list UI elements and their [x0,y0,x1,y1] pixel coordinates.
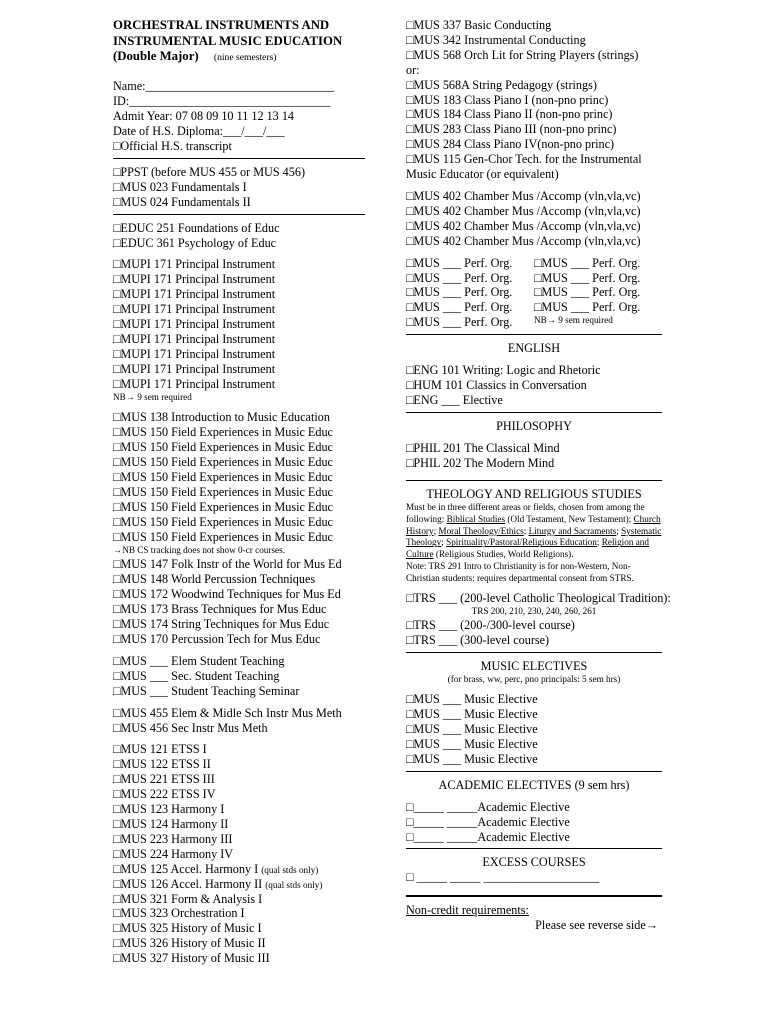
course-label: MUPI 171 Principal Instrument [120,331,276,346]
course-label: MUS ___ Music Elective [413,722,538,737]
excess-course-field[interactable]: □ _____ _____ ___________________ [406,870,600,885]
course-checkbox[interactable]: □MUS 402 Chamber Mus /Accomp (vln,vla,vc) [406,203,641,218]
course-label: MUPI 171 Principal Instrument [120,302,276,317]
course-checkbox[interactable]: □MUS 455 Elem & Midle Sch Instr Mus Meth [113,705,342,720]
course-checkbox[interactable]: □MUS ___ Music Elective [406,707,538,722]
course-label: MUS 024 Fundamentals II [120,194,251,209]
course-label: MUS ___ Perf. Org. [541,270,641,285]
course-checkbox[interactable]: □MUS 173 Brass Techniques for Mus Educ [113,602,327,617]
course-label: MUS 283 Class Piano III (non-pno princ) [413,122,617,137]
course-label: MUS 284 Class Piano IV(non-pno princ) [413,137,615,152]
course-checkbox[interactable]: □_____ _____Academic Elective [406,829,570,844]
course-checkbox[interactable]: □MUS 321 Form & Analysis I [113,891,263,906]
music-electives-sub: (for brass, ww, perc, pno principals: 5 sem hrs) [447,673,621,684]
course-label: MUS 150 Field Experiences in Music Educ [120,469,333,484]
course-checkbox[interactable]: □MUS 174 String Techniques for Mus Educ [113,617,330,632]
course-checkbox[interactable]: □MUS ___ Music Elective [406,722,538,737]
course-label: MUS ___ Perf. Org. [413,315,513,330]
course-label: MUS 402 Chamber Mus /Accomp (vln,vla,vc) [413,188,641,203]
theology-area: Spirituality/Pastoral/Religious Education [446,537,597,548]
course-checkbox[interactable]: □MUS 283 Class Piano III (non-pno princ) [406,122,617,137]
course-label: MUS 402 Chamber Mus /Accomp (vln,vla,vc) [413,203,641,218]
course-label: MUPI 171 Principal Instrument [120,317,276,332]
course-checkbox[interactable]: □MUS 402 Chamber Mus /Accomp (vln,vla,vc) [406,218,641,233]
or-label: or: [406,62,420,77]
academic-electives-group [406,800,662,845]
course-label: MUS 222 ETSS IV [120,787,216,802]
course-checkbox[interactable]: □MUPI 171 Principal Instrument [113,302,276,317]
left-group-theory [113,742,365,861]
course-checkbox[interactable]: □HUM 101 Classics in Conversation [406,377,587,392]
course-label: MUS 172 Woodwind Techniques for Mus Ed [120,587,341,602]
course-label: _____ _____Academic Elective [413,829,570,844]
course-checkbox[interactable]: □MUS 568 Orch Lit for String Players (strings) [406,47,639,62]
course-label: MUS 342 Instrumental Conducting [413,32,586,47]
course-checkbox[interactable]: □MUS 342 Instrumental Conducting [406,32,586,47]
course-checkbox[interactable]: □MUPI 171 Principal Instrument [113,317,276,332]
course-label: MUS ___ Perf. Org. [413,285,513,300]
divider [406,480,662,481]
course-label: ENG 101 Writing: Logic and Rhetoric [413,363,601,378]
course-label: HUM 101 Classics in Conversation [413,377,587,392]
left-group-student-teaching [113,654,365,699]
course-checkbox[interactable]: □MUPI 171 Principal Instrument [113,257,276,272]
theology-area: Systematic Theology [406,525,662,548]
course-label: MUS ___ Perf. Org. [413,270,513,285]
course-checkbox[interactable]: □MUS 147 Folk Instr of the World for Mus Ed [113,557,342,572]
admit-year-field[interactable]: Admit Year: 07 08 09 10 11 12 13 14 [113,109,295,124]
course-label: _____ _____Academic Elective [413,814,570,829]
course-checkbox[interactable]: □MUS ___ Music Elective [406,692,538,707]
course-label: MUS ___ Perf. Org. [413,300,513,315]
perf-org-grid [406,256,662,331]
course-label: MUS 170 Percussion Tech for Mus Educ [120,632,321,646]
title-line2: INSTRUMENTAL MUSIC EDUCATION [113,33,343,48]
course-checkbox[interactable]: □MUS ___ Perf. Org. [406,255,513,270]
course-checkbox[interactable]: □MUS ___ Perf. Org. [534,270,641,285]
course-checkbox[interactable]: □_____ _____Academic Elective [406,814,570,829]
academic-electives-heading: ACADEMIC ELECTIVES (9 sem hrs) [438,777,630,792]
left-group-methods [113,706,365,736]
theology-area: Liturgy and Sacraments [528,525,617,536]
course-label: MUS 122 ETSS II [120,757,211,772]
course-checkbox[interactable]: □MUPI 171 Principal Instrument [113,361,276,376]
trs-sub: TRS 200, 210, 230, 240, 260, 261 [471,606,597,617]
course-checkbox[interactable]: □MUS 284 Class Piano IV(non-pno princ) [406,137,615,152]
theology-area: Biblical Studies [446,514,506,525]
course-checkbox[interactable]: □MUS 150 Field Experiences in Music Educ [113,514,333,529]
divider [406,412,662,413]
course-label: MUPI 171 Principal Instrument [120,287,276,302]
reverse-side-note: Please see reverse side→ [535,918,658,933]
trs-checkbox[interactable]: □TRS ___ (200-/300-level course) [406,617,575,632]
theology-area: Church History [406,514,661,536]
course-label: MUS 150 Field Experiences in Music Educ [120,484,333,499]
course-checkbox[interactable]: □EDUC 251 Foundations of Educ [113,220,280,235]
course-label: ENG ___ Elective [413,392,503,407]
course-label: MUS 223 Harmony III [120,831,233,846]
title-line1: ORCHESTRAL INSTRUMENTS AND [113,18,330,32]
course-label: MUS ___ Music Elective [413,737,538,752]
mus115-continuation: Music Educator (or equivalent) [406,167,559,182]
course-label: MUS ___ Elem Student Teaching [120,653,285,668]
course-checkbox[interactable]: □MUPI 171 Principal Instrument [113,376,276,391]
course-checkbox[interactable]: □MUS 023 Fundamentals I [113,179,247,194]
left-column [113,18,365,966]
major-label: (Double Major) [113,49,199,63]
course-checkbox[interactable]: □MUS 150 Field Experiences in Music Educ [113,469,333,484]
course-label: MUS ___ Perf. Org. [541,255,641,270]
course-label: MUS 148 World Percussion Techniques [120,572,316,587]
course-label: MUS 150 Field Experiences in Music Educ [120,455,333,470]
course-label: MUS 123 Harmony I [120,802,225,817]
english-heading: ENGLISH [507,341,561,356]
course-label: MUS 327 History of Music III [120,951,270,966]
left-group-prereq [113,165,365,210]
course-label: MUS 224 Harmony IV [120,846,234,861]
course-checkbox[interactable]: □MUS ___ Perf. Org. [406,300,513,315]
course-checkbox[interactable]: □MUS 138 Introduction to Music Education [113,410,330,425]
course-checkbox[interactable]: □MUS 170 Percussion Tech for Mus Educ [113,632,321,646]
id-field[interactable]: ID:_________________________________ [113,94,331,109]
course-label: MUS 150 Field Experiences in Music Educ [120,499,333,514]
course-checkbox[interactable]: □MUS 456 Sec Instr Mus Meth [113,720,268,735]
course-label: _____ _____Academic Elective [413,799,570,814]
course-checkbox[interactable]: □MUS 126 Accel. Harmony II (qual stds only) [113,876,323,891]
course-checkbox[interactable]: □MUS 337 Basic Conducting [406,18,552,32]
course-label: MUS ___ Sec. Student Teaching [120,668,280,683]
course-label: MUS 173 Brass Techniques for Mus Educ [120,602,327,617]
course-label: MUS ___ Perf. Org. [413,255,513,270]
course-checkbox[interactable]: □MUS 148 World Percussion Techniques [113,572,316,587]
course-checkbox[interactable]: □MUS 122 ETSS II [113,757,211,772]
course-checkbox[interactable]: □MUS 150 Field Experiences in Music Educ [113,425,333,440]
course-checkbox[interactable]: □PHIL 201 The Classical Mind [406,440,560,455]
course-label: MUS 326 History of Music II [120,936,266,951]
course-checkbox[interactable]: □MUS ___ Student Teaching Seminar [113,683,300,698]
course-checkbox[interactable]: □ENG ___ Elective [406,392,503,407]
noncredit-label: Non-credit requirements: [406,903,529,918]
left-group-history [113,892,365,967]
course-checkbox[interactable]: □MUS 327 History of Music III [113,951,270,966]
course-label: MUS 023 Fundamentals I [120,179,247,194]
course-label: EDUC 361 Psychology of Educ [120,235,277,250]
course-label: MUS 115 Gen-Chor Tech. for the Instrumental [413,152,642,167]
course-label: MUS 184 Class Piano II (non-pno princ) [413,107,613,122]
course-checkbox[interactable]: □MUS 150 Field Experiences in Music Educ [113,440,333,455]
course-label: PHIL 201 The Classical Mind [413,440,560,455]
course-checkbox[interactable]: □MUS 150 Field Experiences in Music Educ [113,484,333,499]
divider [406,895,662,897]
divider [113,214,365,215]
course-checkbox[interactable]: □MUS 402 Chamber Mus /Accomp (vln,vla,vc) [406,188,641,203]
course-label: MUS 568A String Pedagogy (strings) [413,77,597,92]
theology-area: Moral Theology/Ethics [438,525,524,536]
left-group-mupi [113,257,365,391]
diploma-date-field[interactable]: Date of H.S. Diploma:___/___/___ [113,124,285,139]
course-label: MUS 150 Field Experiences in Music Educ [120,529,333,544]
english-group [406,363,662,408]
course-checkbox[interactable]: □MUS 183 Class Piano I (non-pno princ) [406,92,609,107]
course-label: MUS ___ Music Elective [413,692,538,707]
course-label: MUS 337 Basic Conducting [413,18,552,32]
course-checkbox[interactable]: □MUPI 171 Principal Instrument [113,287,276,302]
tracking-note: →NB CS tracking does not show 0-cr courses. [113,545,285,556]
trs-checkbox[interactable]: □TRS ___ (300-level course) [406,632,550,647]
course-checkbox[interactable]: □MUS ___ Perf. Org. [406,270,513,285]
course-checkbox[interactable]: □MUS 224 Harmony IV [113,846,234,861]
semesters-label: (nine semesters) [213,52,277,63]
course-label: MUS 183 Class Piano I (non-pno princ) [413,92,609,107]
course-checkbox[interactable]: □MUS 223 Harmony III [113,831,233,846]
course-checkbox[interactable]: □MUS ___ Music Elective [406,751,538,766]
course-checkbox[interactable]: □MUS 172 Woodwind Techniques for Mus Ed [113,587,341,602]
philosophy-heading: PHILOSOPHY [496,418,572,433]
course-label: MUPI 171 Principal Instrument [120,257,276,272]
course-label: MUS 138 Introduction to Music Education [120,410,330,425]
right-column [406,18,671,933]
theology-heading: THEOLOGY AND RELIGIOUS STUDIES [426,487,642,502]
course-label: EDUC 251 Foundations of Educ [120,220,280,235]
course-checkbox[interactable]: □MUS ___ Elem Student Teaching [113,653,285,668]
course-checkbox[interactable]: □MUS 402 Chamber Mus /Accomp (vln,vla,vc) [406,233,641,248]
perf-note: NB→ 9 sem required [534,315,613,326]
course-checkbox[interactable]: □ENG 101 Writing: Logic and Rhetoric [406,363,601,378]
music-electives-group [406,692,662,767]
course-label: MUS ___ Student Teaching Seminar [120,683,300,698]
course-label: MUS 321 Form & Analysis I [120,891,263,906]
perf-org-col1 [406,256,534,331]
left-group-mused [113,410,365,544]
course-checkbox[interactable]: □MUPI 171 Principal Instrument [113,272,276,287]
divider [406,652,662,653]
right-group-conducting [406,18,662,63]
course-label: PHIL 202 The Modern Mind [413,455,555,470]
course-label: MUPI 171 Principal Instrument [120,376,276,391]
course-checkbox[interactable]: □EDUC 361 Psychology of Educ [113,235,277,250]
course-checkbox[interactable]: □MUS ___ Music Elective [406,737,538,752]
excess-courses-heading: EXCESS COURSES [482,855,586,870]
course-checkbox[interactable]: □_____ _____Academic Elective [406,799,570,814]
course-checkbox[interactable]: □MUS 568A String Pedagogy (strings) [406,77,597,92]
course-checkbox[interactable]: □MUS 150 Field Experiences in Music Educ [113,499,333,514]
divider [406,334,662,335]
course-checkbox[interactable]: □MUS 150 Field Experiences in Music Educ [113,529,333,544]
mupi-note: NB→ 9 sem required [113,391,192,402]
course-label: MUS 124 Harmony II [120,816,229,831]
course-checkbox[interactable]: □MUS 123 Harmony I [113,802,225,817]
course-checkbox[interactable]: □MUS 125 Accel. Harmony I (qual stds only) [113,861,319,876]
course-label: MUS 568 Orch Lit for String Players (strings) [413,47,639,62]
course-label: MUS 174 String Techniques for Mus Educ [120,617,330,632]
course-checkbox[interactable]: □PHIL 202 The Modern Mind [406,455,555,470]
music-electives-heading: MUSIC ELECTIVES [480,658,588,673]
course-checkbox[interactable]: □MUS ___ Perf. Org. [534,255,641,270]
course-checkbox[interactable]: □MUS ___ Perf. Org. [406,285,513,300]
course-checkbox[interactable]: □MUS ___ Perf. Org. [534,300,641,315]
course-label: MUS 147 Folk Instr of the World for Mus Ed [120,557,342,572]
course-checkbox[interactable]: □MUPI 171 Principal Instrument [113,331,276,346]
theology-note: Must be in three different areas or fields, chosen from among the following: Biblical Studies (Old Testament, New Testament); Church History; Moral Theology/Ethics; Liturgy and Sacraments; Systematic Theology; Spirituality/Pastoral/Religious Education; Religion and Culture (Religious Studies, World Religions). [406,502,662,560]
course-label: MUS ___ Music Elective [413,751,538,766]
course-checkbox[interactable]: □MUS 184 Class Piano II (non-pno princ) [406,107,613,122]
course-checkbox[interactable]: □MUS ___ Perf. Org. [534,285,641,300]
transcript-label: Official H.S. transcript [120,139,232,154]
course-label: MUS 323 Orchestration I [120,906,245,921]
right-group-piano [406,78,662,167]
course-label: MUPI 171 Principal Instrument [120,272,276,287]
course-checkbox[interactable]: □MUS 323 Orchestration I [113,906,245,921]
course-checkbox[interactable]: □MUPI 171 Principal Instrument [113,346,276,361]
name-field[interactable]: Name:_______________________________ [113,79,335,94]
course-checkbox[interactable]: □MUS 150 Field Experiences in Music Educ [113,455,333,470]
course-label: MUPI 171 Principal Instrument [120,361,276,376]
course-label: MUS 325 History of Music I [120,921,262,936]
theology-area: Religion and Culture [406,537,649,560]
perf-org-col2 [534,256,662,331]
course-checkbox[interactable]: □MUS 121 ETSS I [113,742,207,757]
course-label: PPST (before MUS 455 or MUS 456) [120,164,306,179]
course-checkbox[interactable]: □MUS ___ Sec. Student Teaching [113,668,280,683]
course-label: MUS 402 Chamber Mus /Accomp (vln,vla,vc) [413,233,641,248]
course-label: MUS 150 Field Experiences in Music Educ [120,514,333,529]
course-checkbox[interactable]: □MUS 024 Fundamentals II [113,194,251,209]
course-checkbox[interactable]: □MUS 326 History of Music II [113,936,266,951]
philosophy-group [406,441,662,471]
course-label: MUS 456 Sec Instr Mus Meth [120,720,268,735]
transcript-checkbox[interactable]: □Official H.S. transcript [113,139,232,154]
course-label: MUS 150 Field Experiences in Music Educ [120,425,333,440]
left-group-educ [113,221,365,251]
course-label: MUS ___ Perf. Org. [541,300,641,315]
course-checkbox[interactable]: □PPST (before MUS 455 or MUS 456) [113,164,306,179]
course-label: MUS ___ Music Elective [413,707,538,722]
trs-checkbox[interactable]: □TRS ___ (200-level Catholic Theological Tradition): [406,591,671,606]
course-checkbox[interactable]: □MUS ___ Perf. Org. [406,315,513,330]
course-label: MUS 221 ETSS III [120,772,215,787]
divider [406,848,662,849]
left-group-techniques [113,557,365,646]
course-label: MUS 150 Field Experiences in Music Educ [120,440,333,455]
course-label: MUPI 171 Principal Instrument [120,346,276,361]
course-label: MUS 121 ETSS I [120,742,207,757]
course-checkbox[interactable]: □MUS 124 Harmony II [113,816,229,831]
course-checkbox[interactable]: □MUS 115 Gen-Chor Tech. for the Instrumental [406,152,642,167]
theology-note2: Note: TRS 291 Intro to Christianity is for non-Western, Non-Christian students: requires departmental consent from STRS. [406,560,634,583]
course-checkbox[interactable]: □MUS 222 ETSS IV [113,787,216,802]
course-label: MUS ___ Perf. Org. [541,285,641,300]
course-checkbox[interactable]: □MUS 325 History of Music I [113,921,262,936]
course-label: MUS 455 Elem & Midle Sch Instr Mus Meth [120,705,342,720]
divider [406,771,662,772]
divider [113,158,365,159]
course-label: MUS 402 Chamber Mus /Accomp (vln,vla,vc) [413,218,641,233]
right-group-chamber [406,189,662,249]
course-checkbox[interactable]: □MUS 221 ETSS III [113,772,215,787]
major-line [113,49,365,65]
